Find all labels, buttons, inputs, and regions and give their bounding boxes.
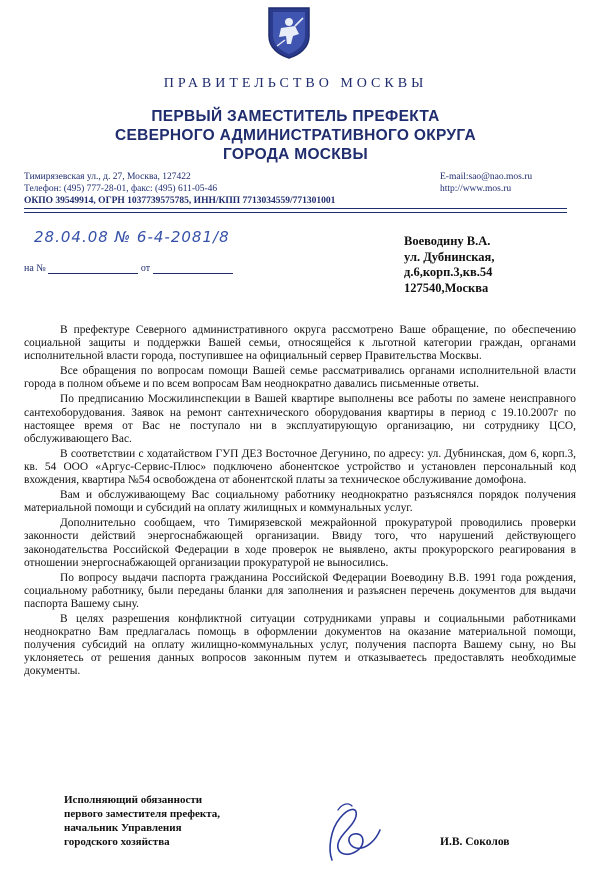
moscow-coat-of-arms-icon: [265, 4, 313, 60]
reference-number-field: [48, 262, 138, 274]
handwritten-reference-number: 28.04.08 № 6-4-2081/8: [34, 228, 230, 246]
paragraph: По вопросу выдачи паспорта гражданина Российской Федерации Воеводину В.В. 1991 года рождения, социальному работнику, были переданы бланки для заполнения и разъяснен перечень документов для выдачи паспорта Вашему сыну.: [24, 571, 576, 610]
contact-address: Тимирязевская ул., д. 27, Москва, 127422: [24, 172, 191, 182]
paragraph: Все обращения по вопросам помощи Вашей семье рассматривались органами исполнительной власти города в полном объеме и по всем вопросам Вам неоднократно давались письменные ответы.: [24, 365, 576, 391]
signer-title-line: городского хозяйства: [64, 836, 170, 848]
contact-web-block: [440, 171, 580, 195]
contact-email[interactable]: E-mail:sao@nao.mos.ru: [440, 172, 533, 182]
signer-title-line: Исполняющий обязанности: [64, 794, 203, 806]
contact-phone: Телефон: (495) 777-28-01, факс: (495) 611-05-46: [24, 184, 218, 194]
reference-na-label: на №: [24, 263, 46, 274]
document-title-line3: ГОРОДА МОСКВЫ: [222, 146, 369, 163]
paragraph: В соответствии с ходатайством ГУП ДЕЗ Восточное Дегунино, по адресу: ул. Дубнинская, дом 6, корп.3, кв. 54 ООО «Аргус-Сервис-Плюс» подключено абонентское устройство и установлен персональный код вхождения, квартира №54 освобождена от абонентской платы за техническое обслуживание домофона.: [24, 447, 576, 487]
document-title-line2: СЕВЕРНОГО АДМИНИСТРАТИВНОГО ОКРУГА: [115, 127, 476, 144]
government-name: ПРАВИТЕЛЬСТВО МОСКВЫ: [163, 76, 428, 91]
header-divider-thin: [24, 212, 567, 213]
addressee-name: Воеводину В.А.: [404, 234, 491, 248]
addressee-block: [404, 234, 584, 296]
paragraph: В целях разрешения конфликтной ситуации сотрудниками управы и социальными работниками неоднократно Вам предлагалась помощь в оформлении документов на оказание материальной помощи, получения субсидий на оплату жилищно-коммунальных услуг, получения паспорта Вашему сыну, но Вы уклоняетесь от решения данных вопросов законным путем и отказываетесь предоставлять необходимые документы.: [24, 612, 576, 678]
contact-codes: ОКПО 39549914, ОГРН 1037739575785, ИНН/КПП 7713034559/771301001: [24, 196, 336, 206]
signer-title-line: первого заместителя префекта,: [64, 808, 220, 820]
reference-date-field: [153, 262, 233, 274]
addressee-building: д.6,корп.3,кв.54: [404, 265, 493, 279]
addressee-street: ул. Дубнинская,: [404, 249, 495, 264]
paragraph: Дополнительно сообщаем, что Тимирязевской межрайонной прокуратурой проводились проверки законности действий энергоснабжающей организации. Ввиду того, что нарушений действующего законодательства Российской Федерации в ходе проверок не выявлено, акты прокурорского реагирования в отношении энергоснабжающей организации прокуратурой не выносились.: [24, 517, 576, 569]
reference-ot-label: от: [140, 263, 151, 274]
addressee-city: 127540,Москва: [404, 280, 489, 295]
signer-title-block: [64, 793, 284, 849]
paragraph: Вам и обслуживающему Вас социальному работнику неоднократно разъяснялся порядок получения материальной помощи и субсидий на оплату жилищных и коммунальных услуг.: [24, 489, 576, 515]
reference-line: [24, 262, 264, 274]
signer-title-line: начальник Управления: [64, 822, 182, 834]
contact-website[interactable]: http://www.mos.ru: [440, 184, 512, 194]
handwritten-signature-icon: [318, 800, 388, 866]
header-divider: [24, 208, 567, 209]
signer-name: И.В. Соколов: [440, 836, 510, 848]
contact-block: [24, 171, 444, 207]
letter-body: [24, 324, 576, 678]
paragraph: По предписанию Мосжилинспекции в Вашей квартире выполнены все работы по замене неисправного сантехоборудования. Заявок на ремонт сантехнического оборудования квартиры в период с 19.10.2007г по настоящее время от Вас не поступало ни в эксплуатирующую организацию, ни сотруднику ЦСО, обслуживающего Вас.: [24, 393, 576, 445]
paragraph: В префектуре Северного административного округа рассмотрено Ваше обращение, по обеспечению социальной защиты и поддержки Вашей семьи, относящейся к льготной категории граждан, органами исполнительной власти города, поступившее на официальный сервер Правительства Москвы.: [24, 324, 576, 363]
document-title-line1: ПЕРВЫЙ ЗАМЕСТИТЕЛЬ ПРЕФЕКТА: [151, 108, 440, 125]
